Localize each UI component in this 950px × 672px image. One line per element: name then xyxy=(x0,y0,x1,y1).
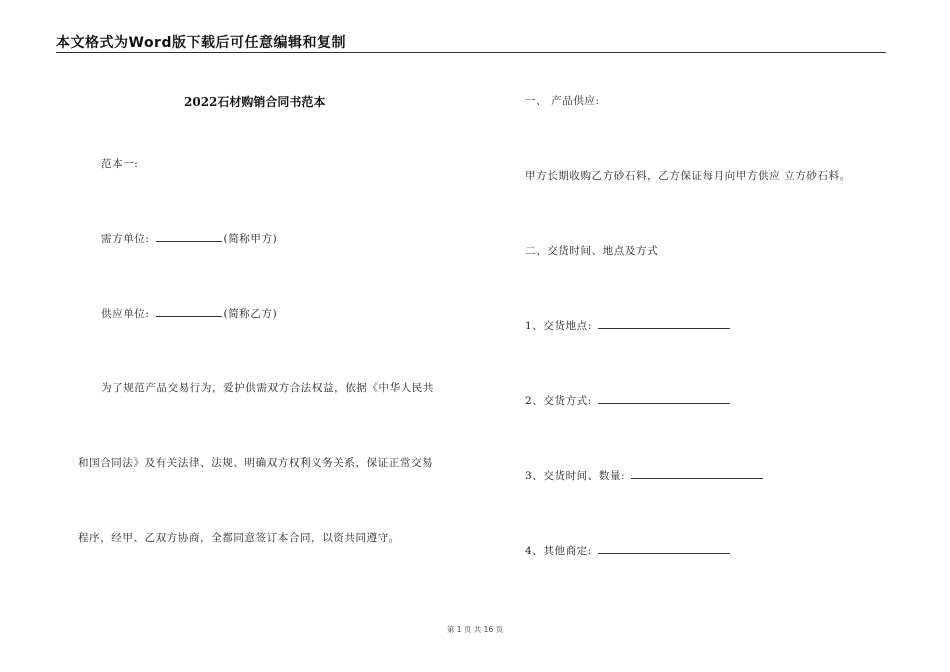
delivery-time-line xyxy=(525,468,765,483)
document-banner: 本文格式为Word版下载后可任意编辑和复制 xyxy=(56,35,346,51)
section-product-supply: 一、 产品供应: xyxy=(525,95,600,107)
seller-label: 供应单位: xyxy=(101,308,150,320)
other-terms-blank[interactable] xyxy=(598,543,730,554)
buyer-suffix: (简称甲方) xyxy=(223,233,278,245)
buyer-label: 需方单位: xyxy=(101,233,150,245)
document-title: 2022石材购销合同书范本 xyxy=(184,95,326,109)
delivery-place-line xyxy=(525,318,732,333)
delivery-method-line xyxy=(525,393,732,408)
other-terms-line xyxy=(525,543,732,558)
delivery-time-label: 3、交货时间、数量: xyxy=(525,470,626,482)
preamble-line-2: 和国合同法》及有关法律、法规、明确双方权利义务关系，保证正常交易 xyxy=(78,457,434,469)
preamble-line-1: 为了规范产品交易行为，爱护供需双方合法权益，依据《中华人民共 xyxy=(101,382,434,394)
seller-line xyxy=(101,306,277,321)
product-supply-text: 甲方长期收购乙方砂石料，乙方保证每月向甲方供应 立方砂石料。 xyxy=(525,170,851,182)
delivery-place-blank[interactable] xyxy=(598,318,730,329)
section-delivery: 二、交货时间、地点及方式 xyxy=(525,245,659,257)
preamble-line-3: 程序，经甲、乙双方协商，全都同意签订本合同，以资共同遵守。 xyxy=(78,532,400,544)
delivery-place-label: 1、交货地点: xyxy=(525,320,592,332)
seller-suffix: (简称乙方) xyxy=(223,308,278,320)
delivery-time-blank[interactable] xyxy=(631,468,763,479)
page-number: 第 1 页 共 16 页 xyxy=(446,625,504,634)
buyer-blank[interactable] xyxy=(156,231,222,242)
delivery-method-blank[interactable] xyxy=(598,393,730,404)
seller-blank[interactable] xyxy=(156,306,222,317)
delivery-method-label: 2、交货方式: xyxy=(525,395,592,407)
sample-label: 范本一: xyxy=(101,158,139,170)
banner-divider xyxy=(56,52,886,53)
buyer-line xyxy=(101,231,277,246)
other-terms-label: 4、其他商定: xyxy=(525,545,592,557)
